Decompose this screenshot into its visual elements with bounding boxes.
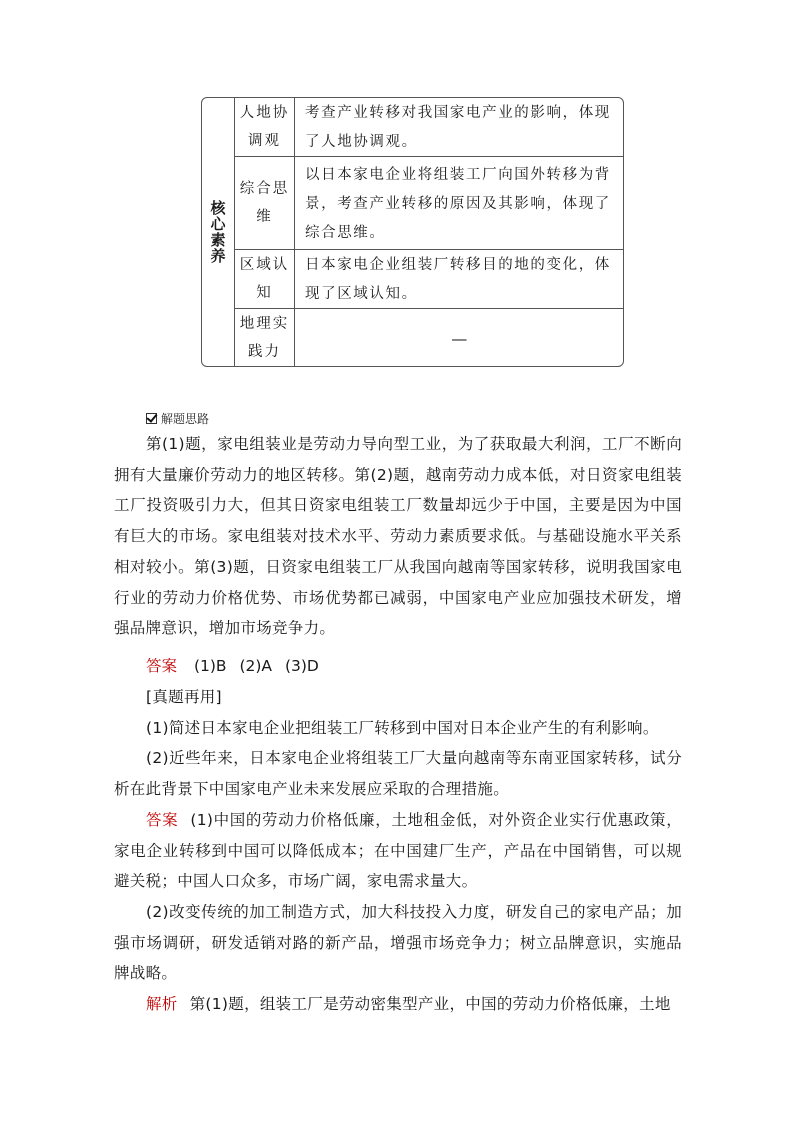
row-desc: 考查产业转移对我国家电产业的影响，体现了人地协调观。 xyxy=(305,105,611,150)
question-2: (2)近些年来，日本家电企业将组装工厂大量向越南等东南亚国家转移，试分析在此背景下中国家电产业未来发展应采取的合理措施。 xyxy=(114,749,682,799)
analysis-paragraph: 第(1)题，家电组装业是劳动力导向型工业，为了获取最大利润，工厂不断向拥有大量廉价劳动力的地区转移。第(2)题，越南劳动力成本低，对日资家电组装工厂投资吸引力大，但其日资家电组装工厂数量却远少于中国，主要是因为中国有巨大的市场。家电组装对技术水平、劳动力素质要求低。与基础设施水平关系相对较小。第(3)题，日资家电组装工厂从我国向越南等国家转移，说明我国家电行业的劳动力价格优势、市场优势都已减弱，中国家电产业应加强技术研发，增强品牌意识，增加市场竞争力。 xyxy=(114,435,682,638)
row-name: 综合思维 xyxy=(235,157,295,249)
table-row xyxy=(235,309,623,366)
side-header-text: 核心素养 xyxy=(208,200,227,264)
row-name: 人地协调观 xyxy=(235,98,295,156)
checkbox-icon xyxy=(146,413,157,424)
answer-line xyxy=(146,655,319,677)
table-row xyxy=(235,157,623,250)
table-row xyxy=(235,98,623,157)
table-side-header xyxy=(202,98,235,366)
row-name: 区域认知 xyxy=(235,250,295,308)
row-desc: 日本家电企业组装厂转移目的地的变化，体现了区域认知。 xyxy=(305,257,611,302)
answer-2: (2)改变传统的加工制造方式，加大科技投入力度，研发自己的家电产品；加强市场调研，研发适销对路的新产品，增强市场竞争力；树立品牌意识，实施品牌战略。 xyxy=(114,902,682,983)
reuse-section xyxy=(114,682,682,1020)
row-desc: — xyxy=(451,329,469,348)
explain-paragraph xyxy=(114,989,682,1020)
question-1: (1)简述日本家电企业把组装工厂转移到中国对日本企业产生的有利影响。 xyxy=(146,718,659,737)
reuse-heading: [真题再用] xyxy=(146,688,222,706)
section-label xyxy=(146,410,209,427)
core-literacy-table xyxy=(201,97,624,367)
row-name: 地理实践力 xyxy=(235,309,295,366)
answer-values: (1)B (2)A (3)D xyxy=(193,657,319,675)
answer-label: 答案 xyxy=(146,657,178,675)
answer-1-paragraph xyxy=(114,805,682,897)
reuse-answer-label: 答案 xyxy=(146,810,179,829)
answer-1: (1)中国的劳动力价格低廉，土地租金低，对外资企业实行优惠政策，家电企业转移到中国可以降低成本；在中国建厂生产，产品在中国销售，可以规避关税；中国人口众多，市场广阔，家电需求量大。 xyxy=(114,810,682,891)
analysis-block xyxy=(114,429,682,644)
section-label-text: 解题思路 xyxy=(161,412,210,426)
row-desc: 以日本家电企业将组装工厂向国外转移为背景，考查产业转移的原因及其影响，体现了综合思维。 xyxy=(305,166,611,241)
explain-label: 解析 xyxy=(146,995,178,1014)
table-rows xyxy=(235,98,623,366)
table-row xyxy=(235,250,623,309)
explain-text: 第(1)题，组装工厂是劳动密集型产业，中国的劳动力价格低廉，土地 xyxy=(189,995,671,1014)
